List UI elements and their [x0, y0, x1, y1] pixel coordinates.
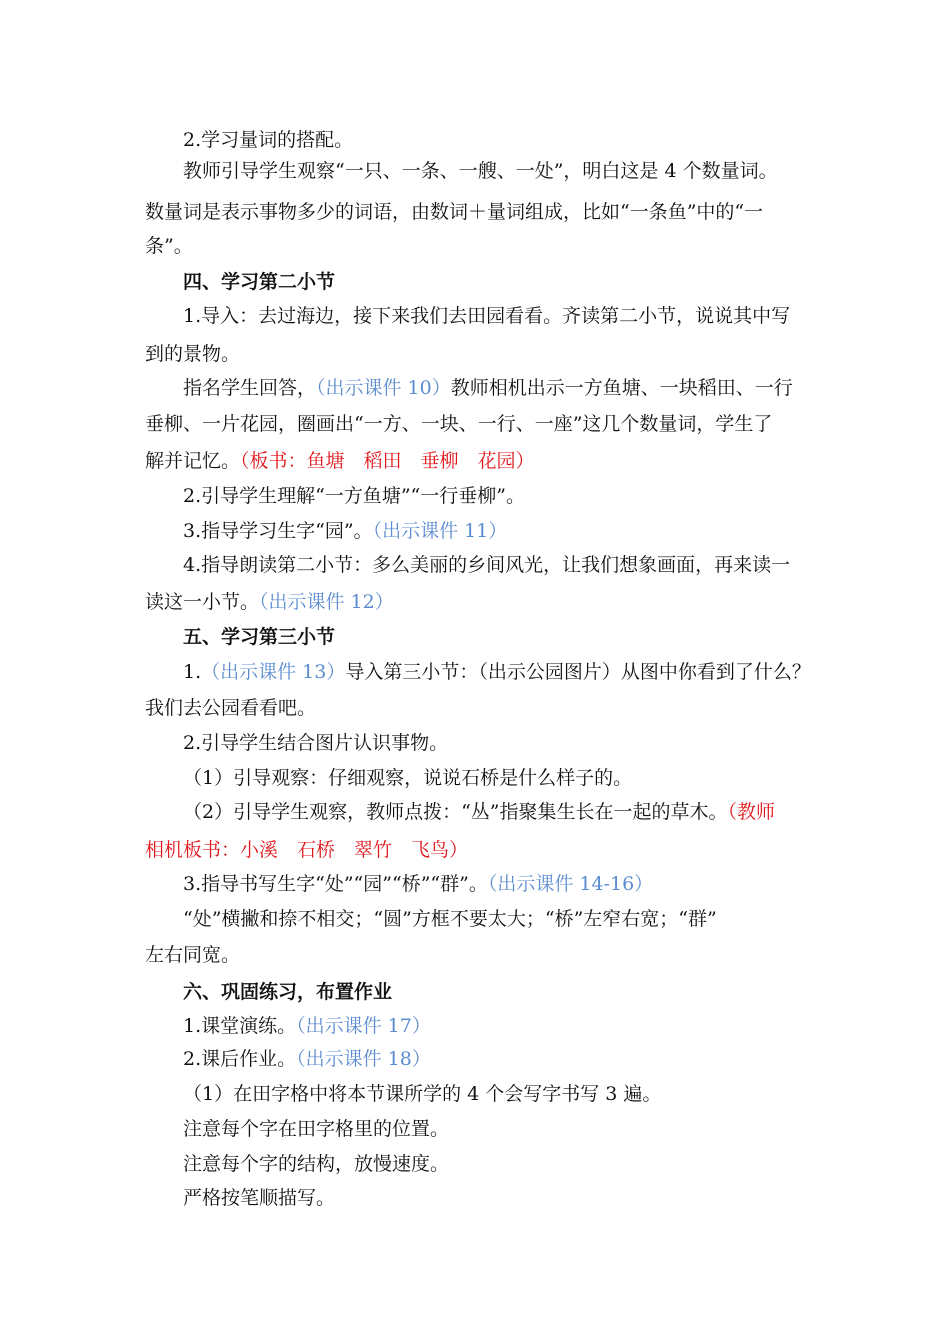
paragraph: 2.课后作业。 [183, 1048, 297, 1070]
text-line [183, 160, 778, 182]
paragraph: 教师引导学生观察“一只、一条、一艘、一处”，明白这是 4 个数量词。 [183, 160, 778, 182]
paragraph: “处”横撇和捺不相交；“圆”方框不要太大；“桥”左窄右宽；“群” [183, 908, 717, 930]
text-line [183, 377, 793, 399]
text-line [145, 697, 316, 719]
paragraph: 教师相机出示一方鱼塘、一块稻田、一行 [450, 377, 793, 399]
courseware-note: （出示课件 11） [372, 520, 508, 542]
text-line [145, 201, 763, 223]
courseware-note: （出示课件 18） [296, 1048, 431, 1070]
paragraph: 注意每个字在田字格里的位置。 [183, 1118, 450, 1140]
text-line [183, 1187, 335, 1209]
text-line [183, 1118, 449, 1140]
text-line [183, 129, 353, 151]
text-line [183, 732, 448, 754]
text-line [183, 801, 775, 823]
heading-text: 五、学习第三小节 [183, 626, 336, 648]
heading-text: 四、学习第二小节 [183, 271, 336, 293]
section-heading [183, 981, 392, 1003]
paragraph: 1.课堂演练。 [183, 1015, 297, 1037]
text-line [183, 873, 653, 895]
paragraph: 注意每个字的结构，放慢速度。 [183, 1153, 450, 1175]
paragraph: 4.指导朗读第二小节：多么美丽的乡间风光，让我们想象画面，再来读一 [183, 554, 791, 576]
text-line [183, 520, 507, 542]
text-line [183, 1153, 449, 1175]
text-line [145, 839, 468, 861]
paragraph: 到的景物。 [145, 343, 241, 365]
paragraph: 指名学生回答， [183, 377, 317, 399]
text-line [183, 554, 790, 576]
text-line [183, 305, 790, 327]
text-line [145, 944, 240, 966]
courseware-note: （出示课件 10） [316, 377, 451, 399]
paragraph: 数量词是表示事物多少的词语，由数词＋量词组成，比如“一条鱼”中的“一 [145, 201, 764, 223]
heading-text: 六、巩固练习，布置作业 [183, 981, 393, 1003]
courseware-note: （出示课件 13） [201, 661, 346, 683]
paragraph: （1）在田字格中将本节课所学的 4 个会写字书写 3 遍。 [183, 1083, 662, 1105]
paragraph: 1. [183, 661, 202, 683]
text-line [183, 1083, 661, 1105]
paragraph: 2.学习量词的搭配。 [183, 129, 354, 151]
paragraph: 条”。 [145, 235, 193, 257]
paragraph: 解并记忆。 [145, 450, 241, 472]
paragraph: 读这一小节。 [145, 591, 260, 613]
board-note: （教师 [727, 801, 776, 823]
paragraph: 导入第三小节：（出示公园图片）从图中你看到了什么？ [345, 661, 811, 683]
courseware-note: （出示课件 17） [296, 1015, 431, 1037]
text-line [145, 235, 193, 257]
text-line [183, 767, 632, 789]
text-line [145, 343, 240, 365]
text-line [145, 413, 772, 435]
section-heading [183, 271, 335, 293]
paragraph: 垂柳、一片花园，圈画出“一方、一块、一行、一座”这几个数量词，学生了 [145, 413, 773, 435]
text-line [145, 591, 394, 613]
paragraph: （1）引导观察：仔细观察，说说石桥是什么样子的。 [183, 767, 633, 789]
paragraph: 左右同宽。 [145, 944, 241, 966]
courseware-note: （出示课件 12） [259, 591, 394, 613]
text-line [183, 661, 811, 683]
board-note: （板书：鱼塘 稻田 垂柳 花园） [240, 450, 535, 472]
paragraph: 1.导入：去过海边，接下来我们去田园看看。齐读第二小节，说说其中写 [183, 305, 791, 327]
section-heading [183, 626, 335, 648]
text-line [183, 908, 717, 930]
paragraph: 3.指导学习生字“园”。 [183, 520, 373, 542]
paragraph: 3.指导书写生字“处”“园”“桥”“群”。 [183, 873, 488, 895]
paragraph: 2.引导学生理解“一方鱼塘”“一行垂柳”。 [183, 485, 525, 507]
text-line [183, 1015, 431, 1037]
paragraph: 我们去公园看看吧。 [145, 697, 317, 719]
text-line [183, 1048, 431, 1070]
courseware-note: （出示课件 14-16） [487, 873, 654, 895]
paragraph: 2.引导学生结合图片认识事物。 [183, 732, 449, 754]
text-line [183, 485, 525, 507]
board-note: 相机板书：小溪 石桥 翠竹 飞鸟） [145, 839, 469, 861]
paragraph: （2）引导学生观察，教师点拨：“丛”指聚集生长在一起的草木。 [183, 801, 728, 823]
paragraph: 严格按笔顺描写。 [183, 1187, 336, 1209]
text-line [145, 450, 535, 472]
